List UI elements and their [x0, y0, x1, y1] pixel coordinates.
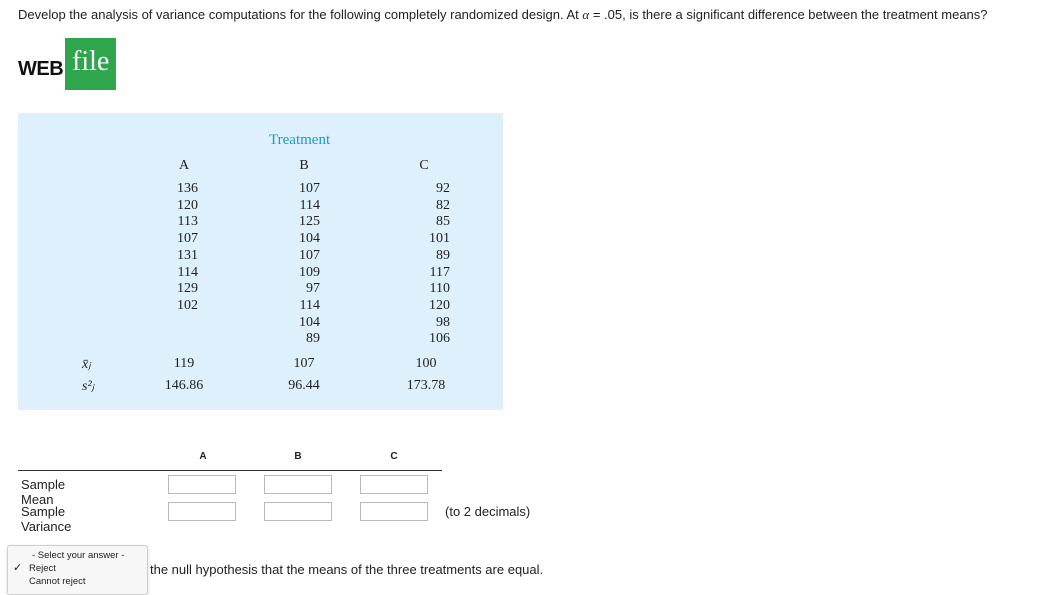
data-cell: 131: [177, 247, 198, 263]
answer-dropdown[interactable]: [7, 545, 148, 595]
sample-variance-c-input[interactable]: [360, 502, 428, 521]
data-cell: 82: [436, 197, 450, 213]
sample-variance-label: Sample Variance: [21, 504, 72, 534]
data-cell: 125: [299, 214, 320, 230]
mean-symbol: x̄ⱼ: [82, 357, 91, 372]
variance-value-c: 173.78: [406, 378, 446, 393]
mean-value-a: 119: [173, 356, 195, 371]
sample-mean-label: Sample Mean: [21, 477, 66, 507]
data-cell: 89: [436, 247, 450, 263]
data-cell: 117: [429, 264, 450, 280]
sample-mean-c-input[interactable]: [360, 475, 428, 494]
data-cell: 101: [429, 231, 450, 247]
answer-header-b: B: [294, 451, 302, 462]
webfile-logo[interactable]: [18, 38, 116, 90]
data-cell: 107: [299, 181, 320, 196]
data-cell: 120: [429, 297, 450, 313]
question-text: [18, 7, 988, 23]
webfile-file-label: file: [65, 38, 116, 90]
conclusion-text: the null hypothesis that the means of the three treatments are equal.: [150, 562, 544, 577]
treatment-data-table: [18, 113, 503, 410]
sample-mean-a-input[interactable]: [168, 475, 236, 494]
data-cell: 104: [299, 314, 320, 330]
data-cell: 89: [306, 331, 320, 347]
data-cell: 98: [436, 314, 450, 330]
column-b: [274, 157, 334, 348]
mean-value-c: 100: [415, 356, 437, 371]
header-divider: [18, 470, 442, 471]
column-a: [154, 157, 214, 315]
column-header-b: B: [299, 158, 309, 173]
data-cell: 114: [299, 197, 320, 213]
alpha-symbol: α: [582, 7, 590, 22]
answer-header-a: A: [199, 451, 207, 462]
sample-variance-b-input[interactable]: [264, 502, 332, 521]
column-header-c: C: [419, 158, 429, 173]
data-cell: 110: [429, 281, 450, 297]
answer-header-c: C: [390, 451, 398, 462]
data-cell: 109: [299, 264, 320, 280]
data-cell: 92: [436, 181, 450, 196]
treatment-title: Treatment: [269, 132, 331, 148]
data-cell: 120: [177, 197, 198, 213]
column-c: [394, 157, 454, 348]
question-suffix: = .05, is there a significant difference between the treatment means?: [589, 7, 988, 22]
dropdown-option-cannot-reject[interactable]: Cannot reject: [29, 576, 86, 587]
sample-mean-b-input[interactable]: [264, 475, 332, 494]
column-header-a: A: [178, 158, 190, 173]
variance-value-a: 146.86: [164, 378, 204, 393]
data-cell: 106: [429, 331, 450, 347]
dropdown-option-placeholder[interactable]: - Select your answer -: [32, 550, 125, 561]
mean-value-b: 107: [293, 356, 315, 371]
dropdown-option-reject[interactable]: Reject: [29, 563, 56, 574]
data-cell: 113: [177, 214, 198, 230]
data-cell: 129: [177, 281, 198, 297]
question-prefix: Develop the analysis of variance computations for the following completely randomized design. At: [18, 7, 583, 22]
data-cell: 104: [299, 231, 320, 247]
checkmark-icon: ✓: [13, 562, 23, 574]
data-cell: 107: [177, 231, 198, 247]
mean-row: [18, 356, 503, 376]
variance-value-b: 96.44: [288, 378, 320, 393]
data-cell: 102: [177, 297, 198, 313]
data-cell: 85: [436, 214, 450, 230]
decimals-note: (to 2 decimals): [445, 504, 531, 519]
data-cell: 97: [306, 281, 320, 297]
sample-variance-a-input[interactable]: [168, 502, 236, 521]
data-cell: 114: [299, 297, 320, 313]
variance-row: [18, 378, 503, 398]
data-cell: 136: [177, 181, 198, 196]
webfile-web-label: WEB: [18, 57, 64, 80]
data-cell: 114: [177, 264, 198, 280]
data-cell: 107: [299, 247, 320, 263]
variance-symbol: s²ⱼ: [82, 379, 95, 394]
